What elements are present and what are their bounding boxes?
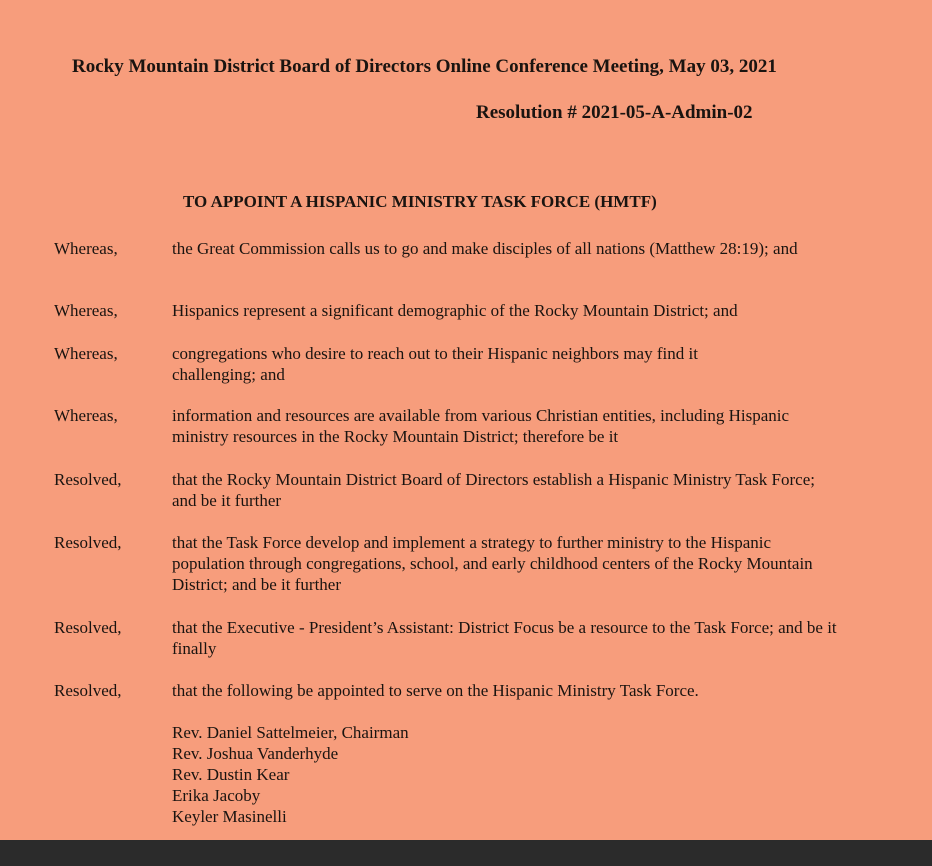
clause-label: Whereas, xyxy=(54,301,118,320)
clause-label: Resolved, xyxy=(54,681,122,700)
clause-text: Hispanics represent a significant demographic of the Rocky Mountain District; and xyxy=(172,301,738,320)
task-force-member: Keyler Masinelli xyxy=(172,807,287,826)
clause-text: the Great Commission calls us to go and make disciples of all nations (Matthew 28:19); and xyxy=(172,239,798,258)
clause-label: Resolved, xyxy=(54,618,122,637)
clause-text: that the following be appointed to serve on the Hispanic Ministry Task Force. xyxy=(172,681,699,700)
clause-text: congregations who desire to reach out to their Hispanic neighbors may find it challenging; and xyxy=(172,344,698,384)
clause-text: that the Executive - President’s Assistant: District Focus be a resource to the Task Force; and be it finally xyxy=(172,618,837,658)
viewer-bottom-bar xyxy=(0,840,932,866)
clause-label: Resolved, xyxy=(54,533,122,552)
clause-text: that the Rocky Mountain District Board of Directors establish a Hispanic Ministry Task Force; and be it further xyxy=(172,470,815,510)
resolution-number: Resolution # 2021-05-A-Admin-02 xyxy=(476,102,753,123)
task-force-member: Erika Jacoby xyxy=(172,786,261,805)
clause-label: Resolved, xyxy=(54,470,122,489)
task-force-member: Rev. Daniel Sattelmeier, Chairman xyxy=(172,723,409,742)
resolution-title: TO APPOINT A HISPANIC MINISTRY TASK FORCE (HMTF) xyxy=(183,192,657,211)
clause-text: that the Task Force develop and implement a strategy to further ministry to the Hispanic population through congregations, school, and early childhood centers of the Rocky Mountain District; and be it further xyxy=(172,533,813,594)
clause-label: Whereas, xyxy=(54,239,118,258)
task-force-member: Rev. Joshua Vanderhyde xyxy=(172,744,339,763)
task-force-member: Rev. Dustin Kear xyxy=(172,765,290,784)
meeting-title: Rocky Mountain District Board of Directors Online Conference Meeting, May 03, 2021 xyxy=(72,56,777,77)
clause-label: Whereas, xyxy=(54,344,118,363)
clause-label: Whereas, xyxy=(54,406,118,425)
clause-text: information and resources are available from various Christian entities, including Hispanic ministry resources in the Rocky Mountain District; therefore be it xyxy=(172,406,790,446)
